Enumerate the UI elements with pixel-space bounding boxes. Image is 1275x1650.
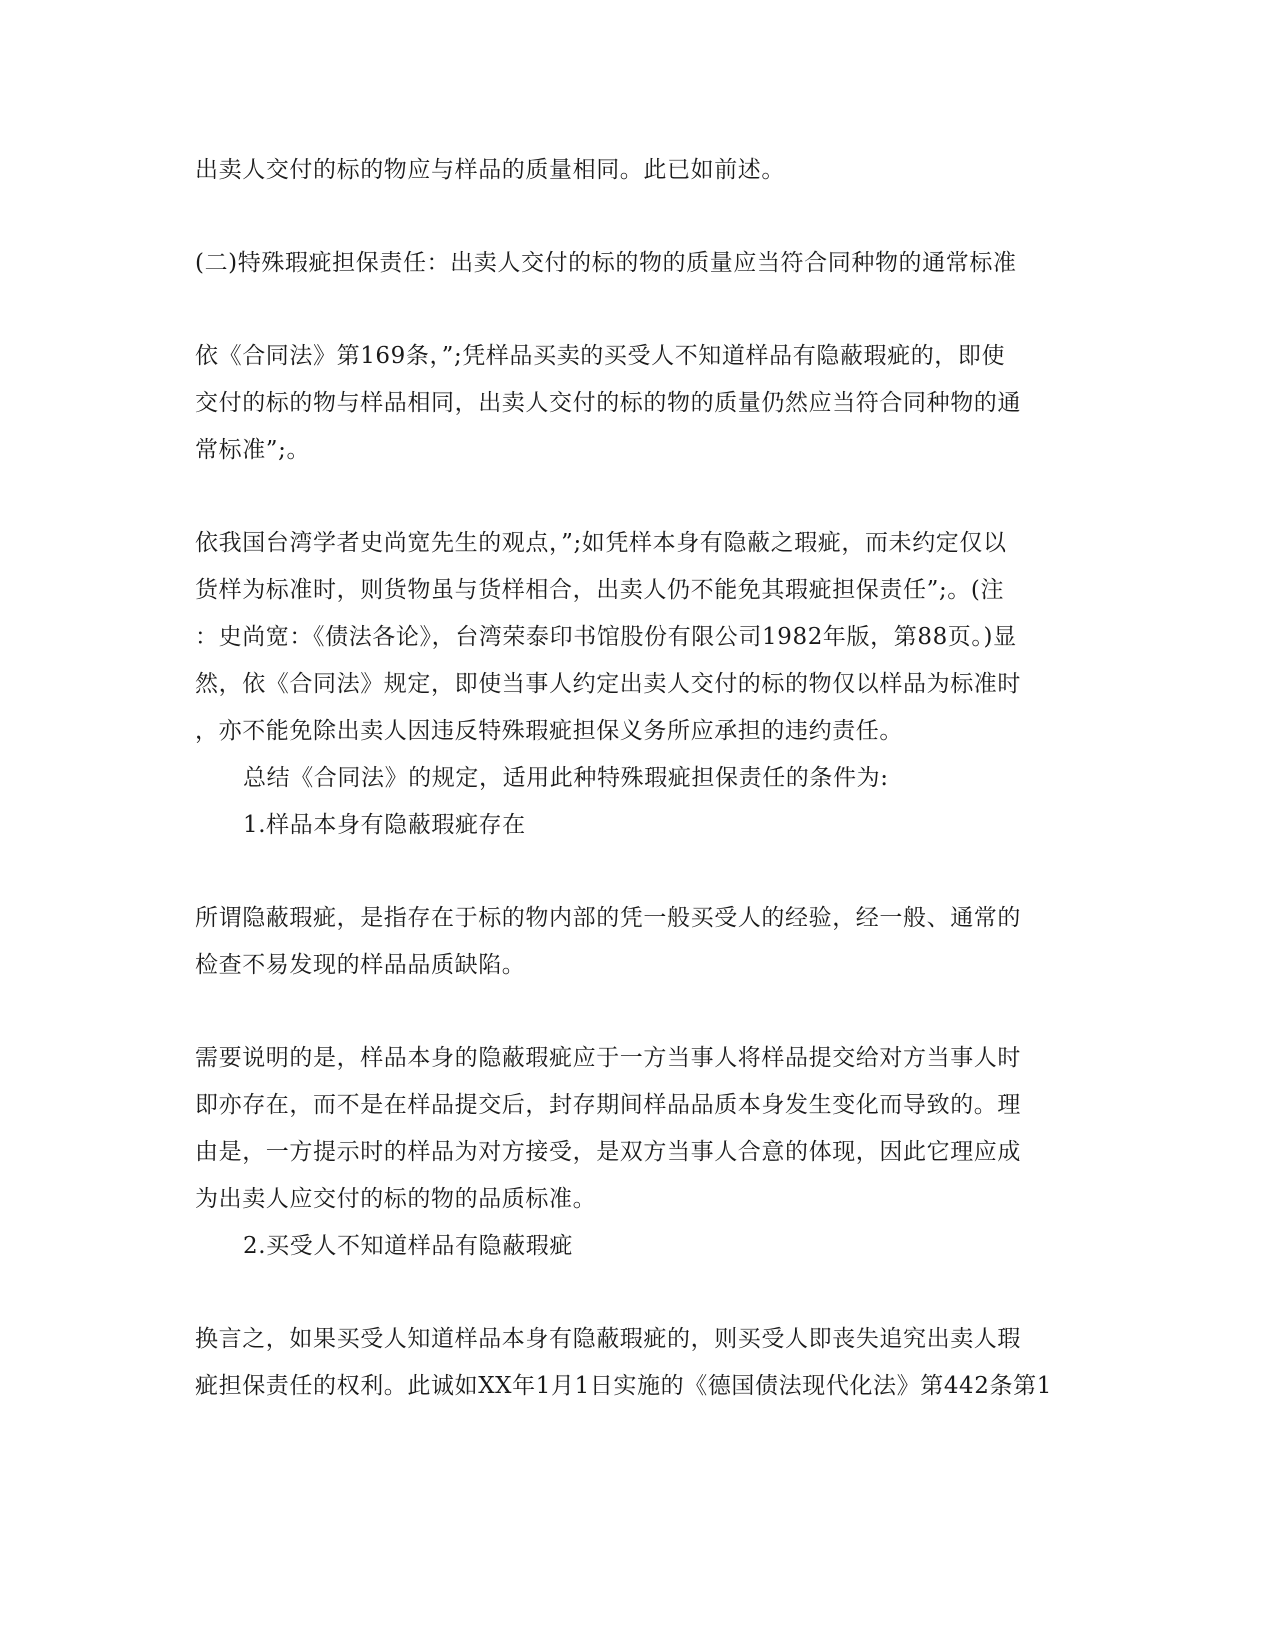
- section-heading: (二)特殊瑕疵担保责任：出卖人交付的标的物的质量应当符合同种物的通常标准: [195, 250, 1017, 276]
- text-line: 然，依《合同法》规定，即使当事人约定出卖人交付的标的物仅以样品为标准时: [195, 671, 1021, 697]
- list-item-heading: 1.样品本身有隐蔽瑕疵存在: [243, 812, 526, 838]
- text-line: ，亦不能免除出卖人因违反特殊瑕疵担保义务所应承担的违约责任。: [195, 718, 903, 744]
- list-item-heading: 2.买受人不知道样品有隐蔽瑕疵: [243, 1233, 573, 1259]
- text-line: 需要说明的是，样品本身的隐蔽瑕疵应于一方当事人将样品提交给对方当事人时: [195, 1045, 1021, 1071]
- text-line: 常标准”;。: [195, 437, 311, 463]
- text-line: 总结《合同法》的规定，适用此种特殊瑕疵担保责任的条件为:: [243, 765, 889, 791]
- text-line: 交付的标的物与样品相同，出卖人交付的标的物的质量仍然应当符合同种物的通: [195, 390, 1021, 416]
- text-line: 即亦存在，而不是在样品提交后，封存期间样品品质本身发生变化而导致的。理: [195, 1092, 1021, 1118]
- text-line: 依我国台湾学者史尚宽先生的观点，”;如凭样本身有隐蔽之瑕疵，而未约定仅以: [195, 530, 1007, 556]
- text-line: 依《合同法》第169条，”;凭样品买卖的买受人不知道样品有隐蔽瑕疵的，即使: [195, 343, 1006, 369]
- text-line: 检查不易发现的样品品质缺陷。: [195, 952, 526, 978]
- text-line: 所谓隐蔽瑕疵，是指存在于标的物内部的凭一般买受人的经验，经一般、通常的: [195, 905, 1021, 931]
- text-line: 货样为标准时，则货物虽与货样相合，出卖人仍不能免其瑕疵担保责任”;。(注: [195, 577, 1005, 603]
- text-line: 为出卖人应交付的标的物的品质标准。: [195, 1186, 597, 1212]
- text-line: ：史尚宽：《债法各论》，台湾荣泰印书馆股份有限公司1982年版，第88页。)显: [195, 624, 1017, 650]
- text-line: 由是，一方提示时的样品为对方接受，是双方当事人合意的体现，因此它理应成: [195, 1139, 1021, 1165]
- text-line: 出卖人交付的标的物应与样品的质量相同。此已如前述。: [195, 157, 785, 183]
- text-line: 换言之，如果买受人知道样品本身有隐蔽瑕疵的，则买受人即丧失追究出卖人瑕: [195, 1326, 1021, 1352]
- text-line: 疵担保责任的权利。此诚如XX年1月1日实施的《德国债法现代化法》第442条第1: [195, 1373, 1052, 1399]
